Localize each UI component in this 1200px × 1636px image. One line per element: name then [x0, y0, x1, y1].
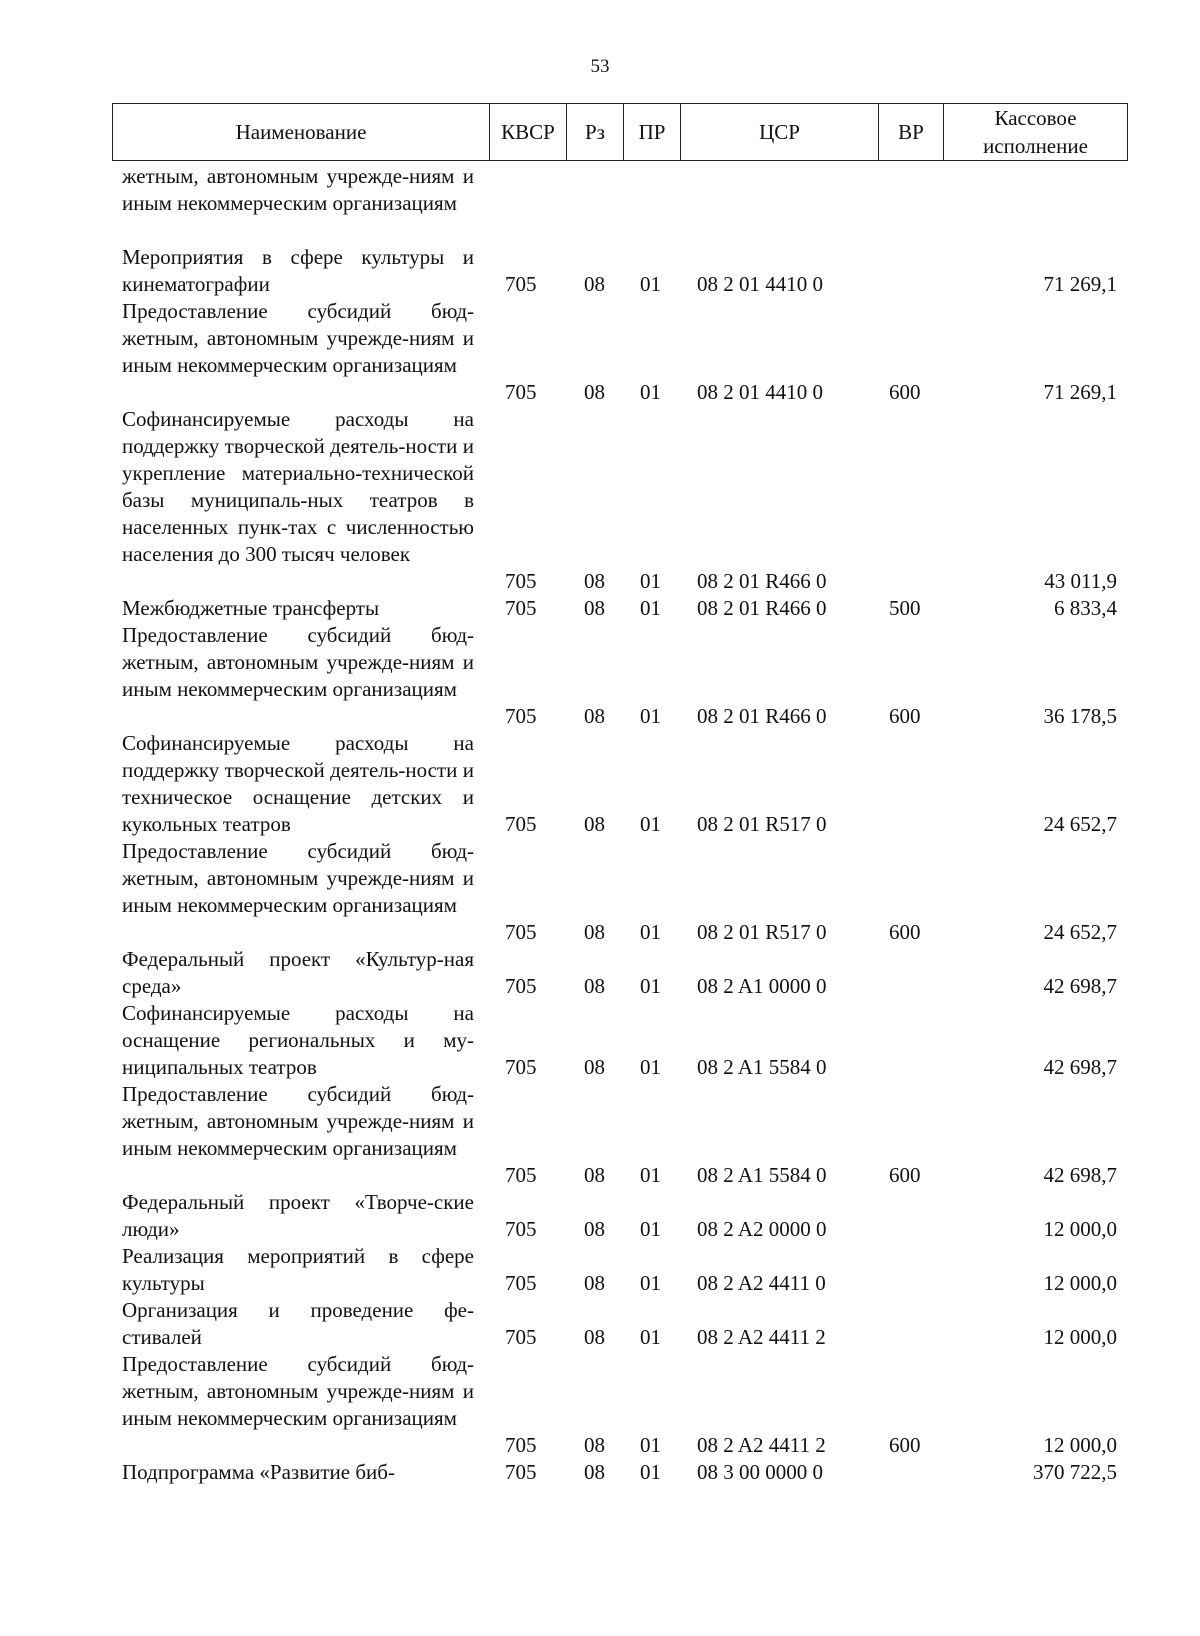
row-rz: 08 — [584, 1163, 605, 1187]
row-name: Межбюджетные трансферты — [122, 596, 380, 620]
row-rz: 08 — [584, 920, 605, 944]
row-rz: 08 — [584, 812, 605, 836]
row-name: Предоставление субсидий бюд-жетным, автономным учрежде-ниям и иным некоммерческим организациям — [122, 299, 474, 377]
row-rz: 08 — [584, 272, 605, 296]
row-name: Подпрограмма «Развитие биб- — [122, 1460, 395, 1484]
header-csr — [680, 103, 878, 161]
header-vr — [878, 103, 943, 161]
row-amount: 42 698,7 — [1043, 1163, 1117, 1187]
row-pr: 01 — [640, 920, 661, 944]
row-csr: 08 2 A2 4411 0 — [697, 1271, 826, 1295]
row-rz: 08 — [584, 1325, 605, 1349]
row-rz: 08 — [584, 1055, 605, 1079]
table-row — [0, 163, 1200, 244]
table-row — [0, 1351, 1200, 1459]
row-kvsr: 705 — [505, 272, 537, 296]
row-pr: 01 — [640, 596, 661, 620]
row-csr: 08 2 A2 0000 0 — [697, 1217, 827, 1241]
row-amount: 36 178,5 — [1043, 704, 1117, 728]
row-kvsr: 705 — [505, 974, 537, 998]
row-rz: 08 — [584, 1460, 605, 1484]
row-csr: 08 2 01 R517 0 — [697, 812, 827, 836]
row-amount: 42 698,7 — [1043, 974, 1117, 998]
row-vr: 600 — [889, 1163, 921, 1187]
header-rz-label: Рз — [585, 120, 605, 144]
row-name: Софинансируемые расходы на поддержку творческой деятель-ности и укрепление материально-технической базы муниципаль-ных театров в населенных пунк-тах с численностью населения до 300 тысяч человек — [122, 407, 474, 566]
row-name: Предоставление субсидий бюд-жетным, автономным учрежде-ниям и иным некоммерческим организациям — [122, 1082, 474, 1160]
row-csr: 08 2 01 R466 0 — [697, 596, 827, 620]
row-kvsr: 705 — [505, 704, 537, 728]
row-pr: 01 — [640, 1460, 661, 1484]
row-amount: 71 269,1 — [1043, 380, 1117, 404]
row-amount: 6 833,4 — [1054, 596, 1117, 620]
row-amount: 370 722,5 — [1033, 1460, 1117, 1484]
table-row — [0, 1459, 1200, 1486]
header-kvsr — [489, 103, 566, 161]
row-kvsr: 705 — [505, 1055, 537, 1079]
row-csr: 08 3 00 0000 0 — [697, 1460, 823, 1484]
header-amount — [943, 103, 1128, 161]
header-name — [112, 103, 489, 161]
row-kvsr: 705 — [505, 1325, 537, 1349]
page-number: 53 — [590, 56, 610, 77]
row-pr: 01 — [640, 1433, 661, 1457]
row-amount: 71 269,1 — [1043, 272, 1117, 296]
row-csr: 08 2 01 4410 0 — [697, 272, 823, 296]
row-pr: 01 — [640, 272, 661, 296]
row-rz: 08 — [584, 1271, 605, 1295]
table-row — [0, 595, 1200, 622]
row-csr: 08 2 A2 4411 2 — [697, 1433, 826, 1457]
row-csr: 08 2 A2 4411 2 — [697, 1325, 826, 1349]
header-csr-label: ЦСР — [759, 120, 800, 144]
header-vr-label: ВР — [898, 120, 924, 144]
row-name: жетным, автономным учрежде-ниям и иным некоммерческим организациям — [122, 164, 474, 215]
row-name: Предоставление субсидий бюд-жетным, автономным учрежде-ниям и иным некоммерческим организациям — [122, 1352, 474, 1430]
table-row — [0, 1189, 1200, 1243]
row-rz: 08 — [584, 1433, 605, 1457]
row-kvsr: 705 — [505, 569, 537, 593]
row-pr: 01 — [640, 569, 661, 593]
row-name: Федеральный проект «Творче-ские люди» — [122, 1190, 474, 1241]
header-pr-label: ПР — [638, 120, 666, 144]
row-pr: 01 — [640, 1325, 661, 1349]
row-amount: 43 011,9 — [1044, 569, 1117, 593]
header-name-label: Наименование — [235, 120, 367, 144]
table-row — [0, 298, 1200, 406]
row-pr: 01 — [640, 974, 661, 998]
row-pr: 01 — [640, 1217, 661, 1241]
row-rz: 08 — [584, 569, 605, 593]
row-rz: 08 — [584, 704, 605, 728]
row-csr: 08 2 01 R466 0 — [697, 569, 827, 593]
row-name: Предоставление субсидий бюд-жетным, автономным учрежде-ниям и иным некоммерческим организациям — [122, 839, 474, 917]
row-name: Федеральный проект «Культур-ная среда» — [122, 947, 474, 998]
row-rz: 08 — [584, 380, 605, 404]
row-amount: 24 652,7 — [1043, 812, 1117, 836]
row-vr: 600 — [889, 704, 921, 728]
header-kvsr-label: КВСР — [501, 120, 555, 144]
row-amount: 42 698,7 — [1043, 1055, 1117, 1079]
row-pr: 01 — [640, 1163, 661, 1187]
row-pr: 01 — [640, 1055, 661, 1079]
row-rz: 08 — [584, 1217, 605, 1241]
row-pr: 01 — [640, 380, 661, 404]
row-kvsr: 705 — [505, 380, 537, 404]
row-amount: 24 652,7 — [1043, 920, 1117, 944]
row-kvsr: 705 — [505, 1460, 537, 1484]
row-pr: 01 — [640, 704, 661, 728]
row-csr: 08 2 A1 5584 0 — [697, 1055, 827, 1079]
header-amount-label: Кассовое исполнение — [983, 106, 1088, 158]
header-rz — [566, 103, 623, 161]
row-pr: 01 — [640, 812, 661, 836]
row-csr: 08 2 A1 5584 0 — [697, 1163, 827, 1187]
row-name: Предоставление субсидий бюд-жетным, автономным учрежде-ниям и иным некоммерческим организациям — [122, 623, 474, 701]
row-csr: 08 2 01 R517 0 — [697, 920, 827, 944]
row-rz: 08 — [584, 974, 605, 998]
row-name: Мероприятия в сфере культуры и кинематографии — [122, 245, 474, 296]
row-amount: 12 000,0 — [1043, 1325, 1117, 1349]
row-kvsr: 705 — [505, 812, 537, 836]
row-kvsr: 705 — [505, 1433, 537, 1457]
row-name: Реализация мероприятий в сфере культуры — [122, 1244, 474, 1295]
table-row — [0, 730, 1200, 838]
row-vr: 600 — [889, 920, 921, 944]
row-vr: 600 — [889, 1433, 921, 1457]
row-rz: 08 — [584, 596, 605, 620]
table-row — [0, 406, 1200, 595]
row-pr: 01 — [640, 1271, 661, 1295]
table-row — [0, 1243, 1200, 1297]
row-kvsr: 705 — [505, 920, 537, 944]
table-row — [0, 244, 1200, 298]
row-csr: 08 2 01 R466 0 — [697, 704, 827, 728]
row-kvsr: 705 — [505, 596, 537, 620]
row-csr: 08 2 A1 0000 0 — [697, 974, 827, 998]
header-pr — [623, 103, 680, 161]
table-row — [0, 1081, 1200, 1189]
table-row — [0, 622, 1200, 730]
row-csr: 08 2 01 4410 0 — [697, 380, 823, 404]
table-row — [0, 1000, 1200, 1081]
row-name: Софинансируемые расходы на поддержку творческой деятель-ности и техническое оснащение детских и кукольных театров — [122, 731, 474, 836]
row-name: Организация и проведение фе-стивалей — [122, 1298, 474, 1349]
table-row — [0, 1297, 1200, 1351]
row-name: Софинансируемые расходы на оснащение региональных и му-ниципальных театров — [122, 1001, 474, 1079]
row-kvsr: 705 — [505, 1271, 537, 1295]
row-kvsr: 705 — [505, 1217, 537, 1241]
row-amount: 12 000,0 — [1043, 1271, 1117, 1295]
row-vr: 600 — [889, 380, 921, 404]
table-row — [0, 838, 1200, 946]
row-amount: 12 000,0 — [1043, 1433, 1117, 1457]
row-vr: 500 — [889, 596, 921, 620]
table-row — [0, 946, 1200, 1000]
row-amount: 12 000,0 — [1043, 1217, 1117, 1241]
row-kvsr: 705 — [505, 1163, 537, 1187]
